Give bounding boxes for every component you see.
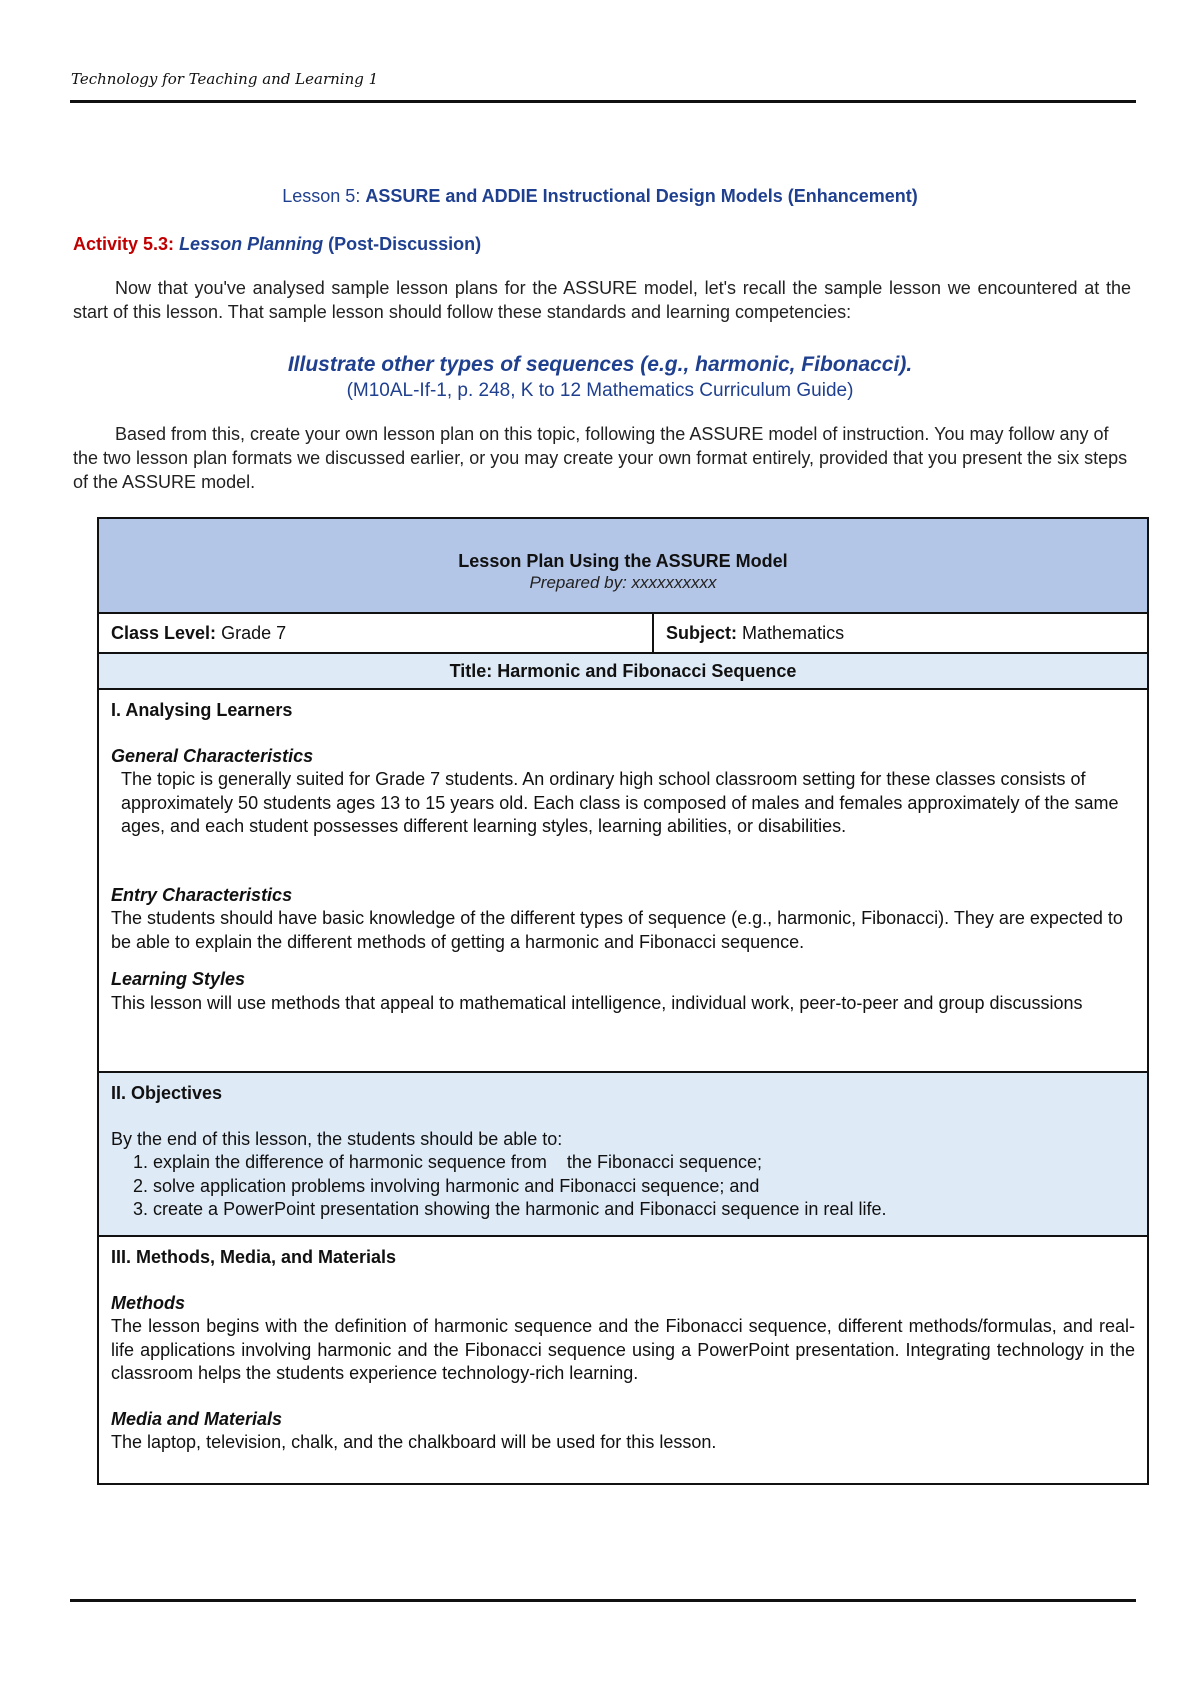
learning-styles-text: This lesson will use methods that appeal to mathematical intelligence, individual work, peer-to-peer and group discussions [111, 992, 1083, 1013]
list-item [111, 1198, 1135, 1222]
subject-cell [654, 614, 1149, 652]
list-item [111, 1151, 1135, 1175]
methods-text: The lesson begins with the definition of harmonic sequence and the Fibonacci sequence, different methods/formulas, and real-life applications involving harmonic and the Fibonacci sequence using a PowerPoint presentation. Integrating technology in the classroom helps the students experience technology-rich learning. [111, 1316, 1135, 1383]
instructions-paragraph: Based from this, create your own lesson plan on this topic, following the ASSURE model of instruction. You may follow any of the two lesson plan formats we discussed earlier, or you may create your own format entirely, provided that you present the six steps of the ASSURE model. [73, 424, 1128, 492]
objective-number: 1. [133, 1152, 149, 1172]
prepared-by: Prepared by: xxxxxxxxxx [529, 573, 717, 592]
objectives-intro: By the end of this lesson, the students should be able to: [111, 1128, 563, 1149]
learning-styles-heading: Learning Styles [111, 969, 246, 989]
competency-block [0, 351, 1200, 403]
list-item [111, 1175, 1135, 1199]
plan-title: Title: Harmonic and Fibonacci Sequence [99, 652, 1147, 688]
lesson-name: ASSURE and ADDIE Instructional Design Models (Enhancement) [365, 186, 918, 206]
objective-text: create a PowerPoint presentation showing the harmonic and Fibonacci sequence in real life. [153, 1199, 887, 1219]
intro-paragraph: Now that you've analysed sample lesson plans for the ASSURE model, let's recall the sample lesson we encountered at the start of this lesson. That sample lesson should follow these standards and learning competencies: [73, 278, 1131, 322]
competency-statement: Illustrate other types of sequences (e.g., harmonic, Fibonacci). [287, 353, 913, 376]
activity-name: Lesson Planning [179, 234, 324, 254]
class-level-cell [99, 614, 654, 652]
general-characteristics-heading: General Characteristics [111, 745, 314, 766]
class-level-label: Class Level: [111, 623, 217, 643]
general-characteristics-text: The topic is generally suited for Grade 7 students. An ordinary high school classroom setting for these classes consists of approximately 50 students ages 13 to 15 years old. Each class is composed of males and females approximately of the same ages, and each student possesses different learning styles, learning abilities, or disabilities. [121, 769, 1119, 836]
section-objectives [99, 1071, 1147, 1235]
entry-characteristics-text: The students should have basic knowledge of the different types of sequence (e.g., harmonic, Fibonacci). They are expected to be able to explain the different methods of getting a harmonic and Fibonacci sequence. [111, 908, 1123, 952]
plan-heading: Lesson Plan Using the ASSURE Model [458, 551, 788, 571]
subject-value: Mathematics [742, 623, 845, 643]
objective-text: explain the difference of harmonic sequence from the Fibonacci sequence; [153, 1152, 763, 1172]
activity-heading [73, 234, 481, 255]
methods-heading: Methods [111, 1292, 185, 1313]
analysing-heading: I. Analysing Learners [111, 700, 293, 720]
methods-section-heading: III. Methods, Media, and Materials [111, 1247, 397, 1267]
objectives-list [111, 1151, 1135, 1222]
activity-number: Activity 5.3: [73, 234, 175, 254]
objective-number: 3. [133, 1199, 149, 1219]
objectives-heading: II. Objectives [111, 1083, 223, 1103]
lesson-plan-table [97, 517, 1149, 1485]
section-analysing-learners [99, 688, 1147, 1071]
plan-info-row [99, 612, 1147, 652]
lesson-title [0, 186, 1200, 207]
entry-characteristics-heading: Entry Characteristics [111, 884, 293, 905]
plan-header [99, 519, 1147, 612]
class-level-value: Grade 7 [221, 623, 287, 643]
subject-label: Subject: [666, 623, 738, 643]
objective-number: 2. [133, 1175, 149, 1196]
media-materials-heading: Media and Materials [111, 1408, 283, 1429]
header-rule [70, 100, 1136, 103]
competency-code: (M10AL-If-1, p. 248, K to 12 Mathematics Curriculum Guide) [346, 380, 854, 401]
media-materials-text: The laptop, television, chalk, and the chalkboard will be used for this lesson. [111, 1432, 717, 1452]
lesson-label: Lesson 5: [282, 186, 366, 206]
footer-rule [70, 1599, 1136, 1602]
section-methods-media-materials [99, 1235, 1147, 1483]
activity-phase: (Post-Discussion) [328, 234, 482, 254]
running-header: Technology for Teaching and Learning 1 [71, 70, 379, 88]
objective-text: solve application problems involving harmonic and Fibonacci sequence; and [153, 1175, 760, 1196]
